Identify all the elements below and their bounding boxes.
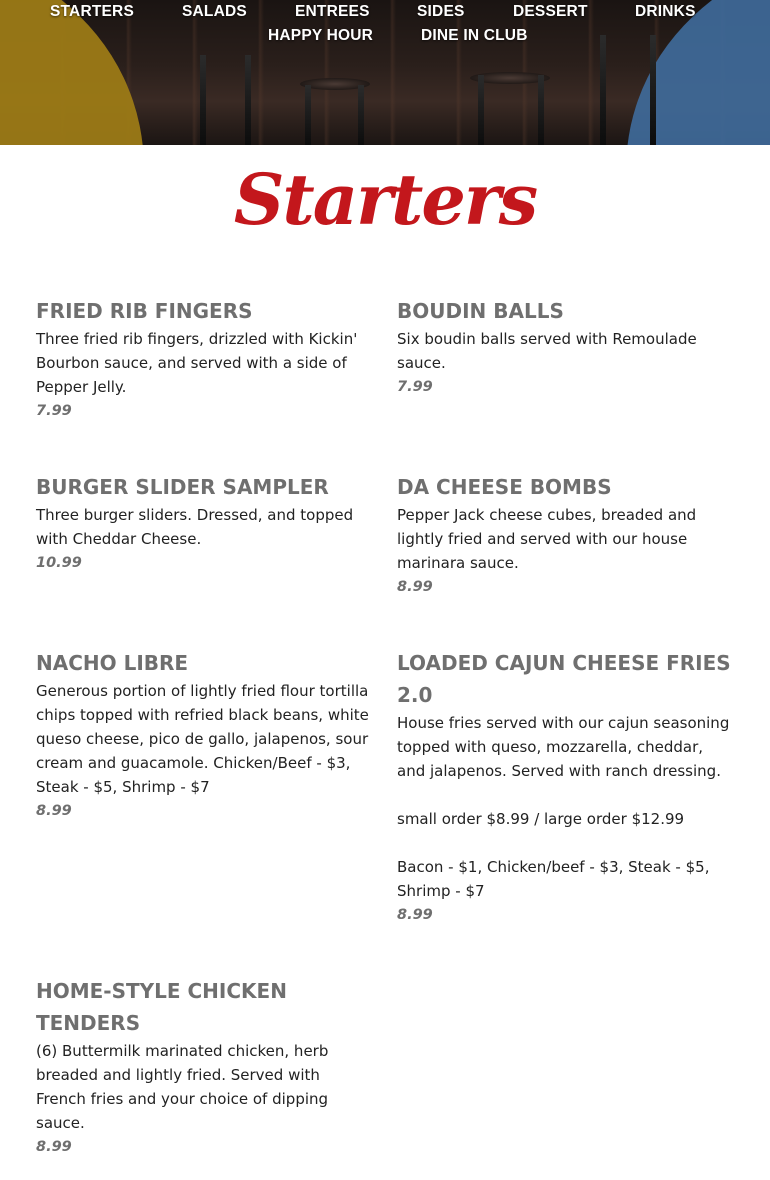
stool-leg — [358, 85, 364, 145]
stool-leg — [200, 55, 206, 145]
nav-link-drinks[interactable]: DRINKS — [635, 3, 696, 20]
nav-link-salads[interactable]: SALADS — [182, 3, 247, 20]
nav-link-happy-hour[interactable]: HAPPY HOUR — [268, 27, 374, 44]
menu-item-description: Three fried rib fingers, drizzled with Kickin' Bourbon sauce, and served with a side of Pepper Jelly. — [36, 330, 358, 396]
menu-item-name: BURGER SLIDER SAMPLER — [36, 475, 329, 499]
menu-item-description: Generous portion of lightly fried flour tortilla chips topped with refried black beans, white queso cheese, pico de gallo, jalapenos, sour cream and guacamole. Chicken/Beef - $3, Steak - $5, Shrimp - $7 — [36, 682, 369, 796]
menu-item-price: 7.99 — [36, 403, 72, 419]
menu-item-name: DA CHEESE BOMBS — [397, 475, 612, 499]
nav-link-dessert[interactable]: DESSERT — [513, 3, 588, 20]
menu-item — [397, 471, 732, 599]
menu-item — [397, 295, 732, 399]
menu-item-price: 10.99 — [36, 555, 82, 571]
hero-banner — [0, 0, 770, 145]
menu-item — [36, 471, 371, 575]
menu-item-name: LOADED CAJUN CHEESE FRIES 2.0 — [397, 651, 731, 707]
menu-item-name: FRIED RIB FINGERS — [36, 299, 253, 323]
menu-item-name: NACHO LIBRE — [36, 651, 189, 675]
nav-row-secondary — [0, 24, 770, 48]
menu-item — [36, 975, 371, 1159]
stool-leg — [478, 75, 484, 145]
menu-item — [36, 647, 371, 823]
menu-item-price: 8.99 — [36, 1139, 72, 1155]
menu-item-description: House fries served with our cajun seasoning topped with queso, mozzarella, cheddar, and jalapenos. Served with ranch dressing. small order $8.99 / large order $12.99 Bacon - $1, Chicken/beef - $3, Steak - $5, Shrimp - $7 — [397, 714, 730, 900]
main-navigation — [0, 0, 770, 48]
menu-item — [36, 295, 371, 423]
stool-leg — [538, 75, 544, 145]
menu-item-name: HOME-STYLE CHICKEN TENDERS — [36, 979, 287, 1035]
menu-item-description: (6) Buttermilk marinated chicken, herb breaded and lightly fried. Served with French fries and your choice of dipping sauce. — [36, 1042, 329, 1132]
menu-item-price: 8.99 — [36, 803, 72, 819]
nav-link-entrees[interactable]: ENTREES — [295, 3, 370, 20]
menu-item-price: 8.99 — [397, 907, 433, 923]
nav-row-primary — [0, 0, 770, 24]
nav-link-sides[interactable]: SIDES — [417, 3, 465, 20]
stool-leg — [600, 35, 606, 145]
nav-link-starters[interactable]: STARTERS — [50, 3, 134, 20]
menu-item-description: Pepper Jack cheese cubes, breaded and lightly fried and served with our house marinara sauce. — [397, 506, 697, 572]
nav-link-dine-in-club[interactable]: DINE IN CLUB — [421, 27, 528, 44]
stool-leg — [650, 35, 656, 145]
stool-leg — [305, 85, 311, 145]
section-title: Starters — [233, 158, 537, 241]
menu-item-description: Three burger sliders. Dressed, and topped with Cheddar Cheese. — [36, 506, 354, 548]
menu-item-price: 8.99 — [397, 579, 433, 595]
menu-item — [397, 647, 732, 927]
menu-item-price: 7.99 — [397, 379, 433, 395]
stool-leg — [245, 55, 251, 145]
menu-item-description: Six boudin balls served with Remoulade sauce. — [397, 330, 697, 372]
menu-item-name: BOUDIN BALLS — [397, 299, 564, 323]
